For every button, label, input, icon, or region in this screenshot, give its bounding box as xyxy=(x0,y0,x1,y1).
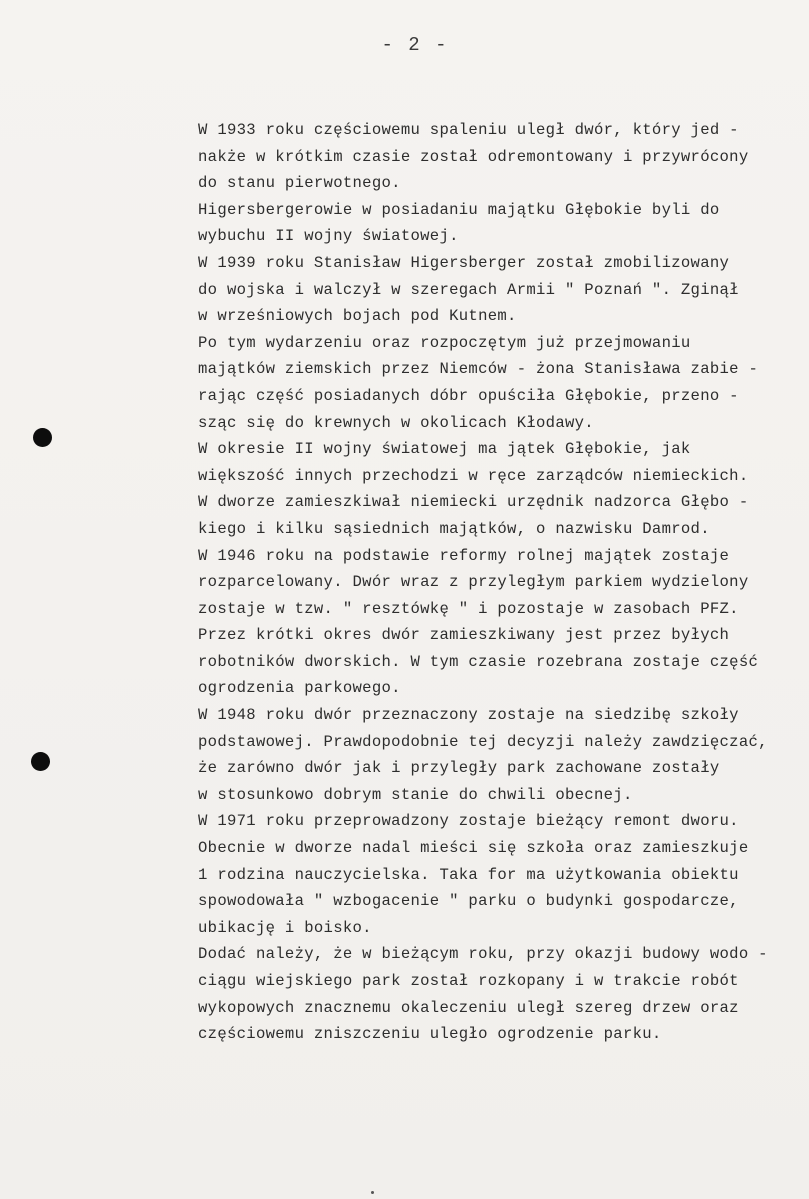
body-text xyxy=(198,117,798,1048)
text-line: wybuchu II wojny światowej. xyxy=(198,227,459,246)
text-line: spowodowała " wzbogacenie " parku o budynki gospodarcze, xyxy=(198,892,739,911)
text-line: W 1939 roku Stanisław Higersberger został zmobilizowany xyxy=(198,253,730,272)
text-line: ogrodzenia parkowego. xyxy=(198,679,401,698)
punch-hole xyxy=(33,428,52,447)
text-line: Po tym wydarzeniu oraz rozpoczętym już przejmowaniu xyxy=(198,333,691,352)
text-line: Przez krótki okres dwór zamieszkiwany jest przez byłych xyxy=(198,626,730,645)
text-line: wykopowych znacznemu okaleczeniu uległ szereg drzew oraz xyxy=(198,998,739,1017)
text-line: do wojska i walczył w szeregach Armii " Poznań ". Zginął xyxy=(198,280,739,299)
text-line: podstawowej. Prawdopodobnie tej decyzji należy zawdzięczać, xyxy=(198,732,768,751)
text-line: rozparcelowany. Dwór wraz z przyległym parkiem wydzielony xyxy=(198,573,749,592)
text-line: ubikację i boisko. xyxy=(198,918,372,937)
text-line: do stanu pierwotnego. xyxy=(198,174,401,193)
text-line: Higersbergerowie w posiadaniu majątku Głębokie byli do xyxy=(198,200,720,219)
text-line: W 1946 roku na podstawie reformy rolnej majątek zostaje xyxy=(198,546,730,565)
text-line: robotników dworskich. W tym czasie rozebrana zostaje część xyxy=(198,652,759,671)
text-line: zostaje w tzw. " resztówkę " i pozostaje w zasobach PFZ. xyxy=(198,599,739,618)
text-line: Obecnie w dworze nadal mieści się szkoła oraz zamieszkuje xyxy=(198,839,749,858)
text-line: W okresie II wojny światowej ma jątek Głębokie, jak xyxy=(198,440,691,459)
text-line: nakże w krótkim czasie został odremontowany i przywrócony xyxy=(198,147,749,166)
text-line: W 1933 roku częściowemu spaleniu uległ dwór, który jed - xyxy=(198,121,739,139)
text-line: w stosunkowo dobrym stanie do chwili obecnej. xyxy=(198,785,633,804)
text-line: częściowemu zniszczeniu uległo ogrodzenie parku. xyxy=(198,1025,662,1044)
text-line: większość innych przechodzi w ręce zarządców niemieckich. xyxy=(198,466,749,485)
text-line: ciągu wiejskiego park został rozkopany i w trakcie robót xyxy=(198,972,739,990)
text-line: sząc się do krewnych w okolicach Kłodawy. xyxy=(198,413,594,432)
text-line: w wrześniowych bojach pod Kutnem. xyxy=(198,307,517,326)
text-line: W 1971 roku przeprowadzony zostaje bieżący remont dworu. xyxy=(198,812,739,831)
text-line: W 1948 roku dwór przeznaczony zostaje na siedzibę szkoły xyxy=(198,706,739,725)
page-number: - 2 - xyxy=(381,34,449,56)
punch-hole xyxy=(31,752,50,771)
text-line: 1 rodzina nauczycielska. Taka for ma użytkowania obiektu xyxy=(198,865,739,884)
text-line: rając część posiadanych dóbr opuściła Głębokie, przeno - xyxy=(198,386,739,405)
text-line: że zarówno dwór jak i przyległy park zachowane zostały xyxy=(198,759,720,778)
text-line: Dodać należy, że w bieżącym roku, przy okazji budowy wodo - xyxy=(198,945,768,964)
ink-speck xyxy=(371,1191,374,1194)
text-line: majątków ziemskich przez Niemców - żona Stanisława zabie - xyxy=(198,360,759,379)
text-line: kiego i kilku sąsiednich majątków, o nazwisku Damrod. xyxy=(198,519,710,538)
text-line: W dworze zamieszkiwał niemiecki urzędnik nadzorca Głębo - xyxy=(198,493,749,512)
